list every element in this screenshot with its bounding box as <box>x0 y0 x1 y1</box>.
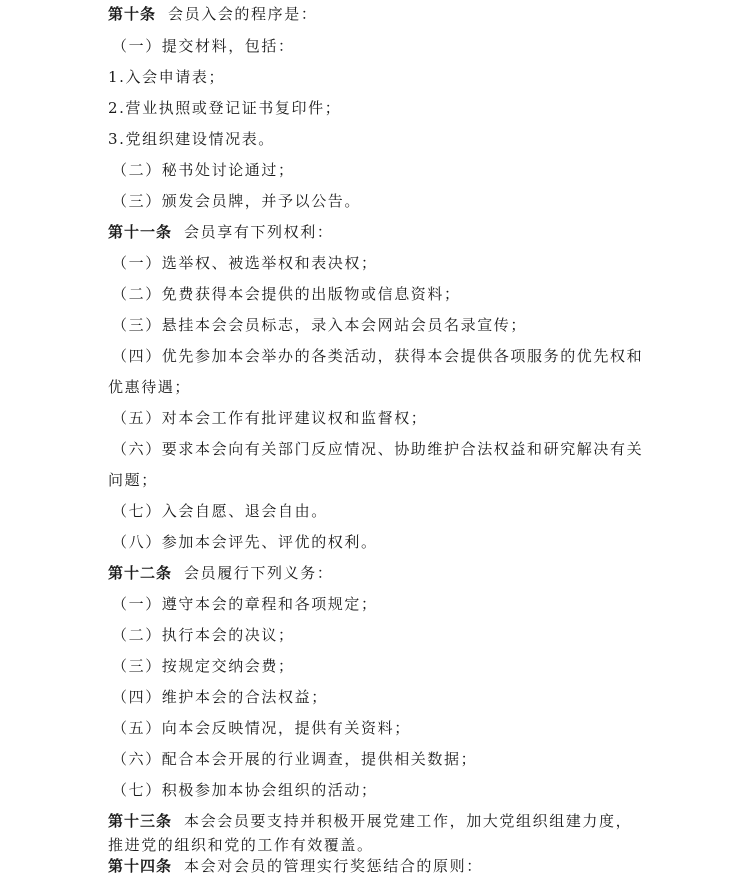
article-10-heading-line <box>108 4 317 24</box>
article-11-item-7: （七）入会自愿、退会自由。 <box>112 502 328 520</box>
article-11-item-4-cont: 优惠待遇； <box>108 378 192 396</box>
article-14-label: 第十四条 <box>108 857 173 875</box>
article-11-heading-line <box>108 222 333 242</box>
article-14-heading-line <box>108 856 483 876</box>
article-11-item-1: （一）选举权、被选举权和表决权； <box>112 254 378 272</box>
article-12-heading-line <box>108 563 333 583</box>
article-12-item-1: （一）遵守本会的章程和各项规定； <box>112 595 378 613</box>
article-10-item-1: （一）提交材料，包括： <box>112 37 295 55</box>
article-10-item-3: 2.营业执照或登记证书复印件； <box>108 99 342 117</box>
article-12-item-5: （五）向本会反映情况，提供有关资料； <box>112 719 411 737</box>
article-10-label: 第十条 <box>108 5 157 23</box>
article-12-item-3: （三）按规定交纳会费； <box>112 657 295 675</box>
article-13-heading-line <box>108 811 632 831</box>
article-10-text: 会员入会的程序是： <box>168 5 318 23</box>
article-11-text: 会员享有下列权利： <box>184 223 334 241</box>
article-12-item-4: （四）维护本会的合法权益； <box>112 688 328 706</box>
article-13-cont: 推进党的组织和党的工作有效覆盖。 <box>108 836 374 854</box>
article-13-label: 第十三条 <box>108 812 173 830</box>
article-10-item-4: 3.党组织建设情况表。 <box>108 130 275 148</box>
article-11-item-6-cont: 问题； <box>108 471 158 489</box>
article-12-item-2: （二）执行本会的决议； <box>112 626 295 644</box>
article-11-label: 第十一条 <box>108 223 173 241</box>
article-12-text: 会员履行下列义务： <box>184 564 334 582</box>
article-10-item-6: （三）颁发会员牌，并予以公告。 <box>112 192 362 210</box>
article-10-item-5: （二）秘书处讨论通过； <box>112 161 295 179</box>
article-11-item-3: （三）悬挂本会会员标志，录入本会网站会员名录宣传； <box>112 316 528 334</box>
article-11-item-6: （六）要求本会向有关部门反应情况、协助维护合法权益和研究解决有关 <box>112 440 644 458</box>
article-12-label: 第十二条 <box>108 564 173 582</box>
article-10-item-2: 1.入会申请表； <box>108 68 226 86</box>
article-11-item-4: （四）优先参加本会举办的各类活动，获得本会提供各项服务的优先权和 <box>112 347 644 365</box>
article-11-item-5: （五）对本会工作有批评建议权和监督权； <box>112 409 428 427</box>
article-11-item-2: （二）免费获得本会提供的出版物或信息资料； <box>112 285 461 303</box>
article-13-text: 本会会员要支持并积极开展党建工作，加大党组织组建力度， <box>184 812 633 830</box>
article-14-text: 本会对会员的管理实行奖惩结合的原则： <box>184 857 483 875</box>
article-11-item-8: （八）参加本会评先、评优的权利。 <box>112 533 378 551</box>
article-12-item-7: （七）积极参加本协会组织的活动； <box>112 781 378 799</box>
article-12-item-6: （六）配合本会开展的行业调查，提供相关数据； <box>112 750 478 768</box>
